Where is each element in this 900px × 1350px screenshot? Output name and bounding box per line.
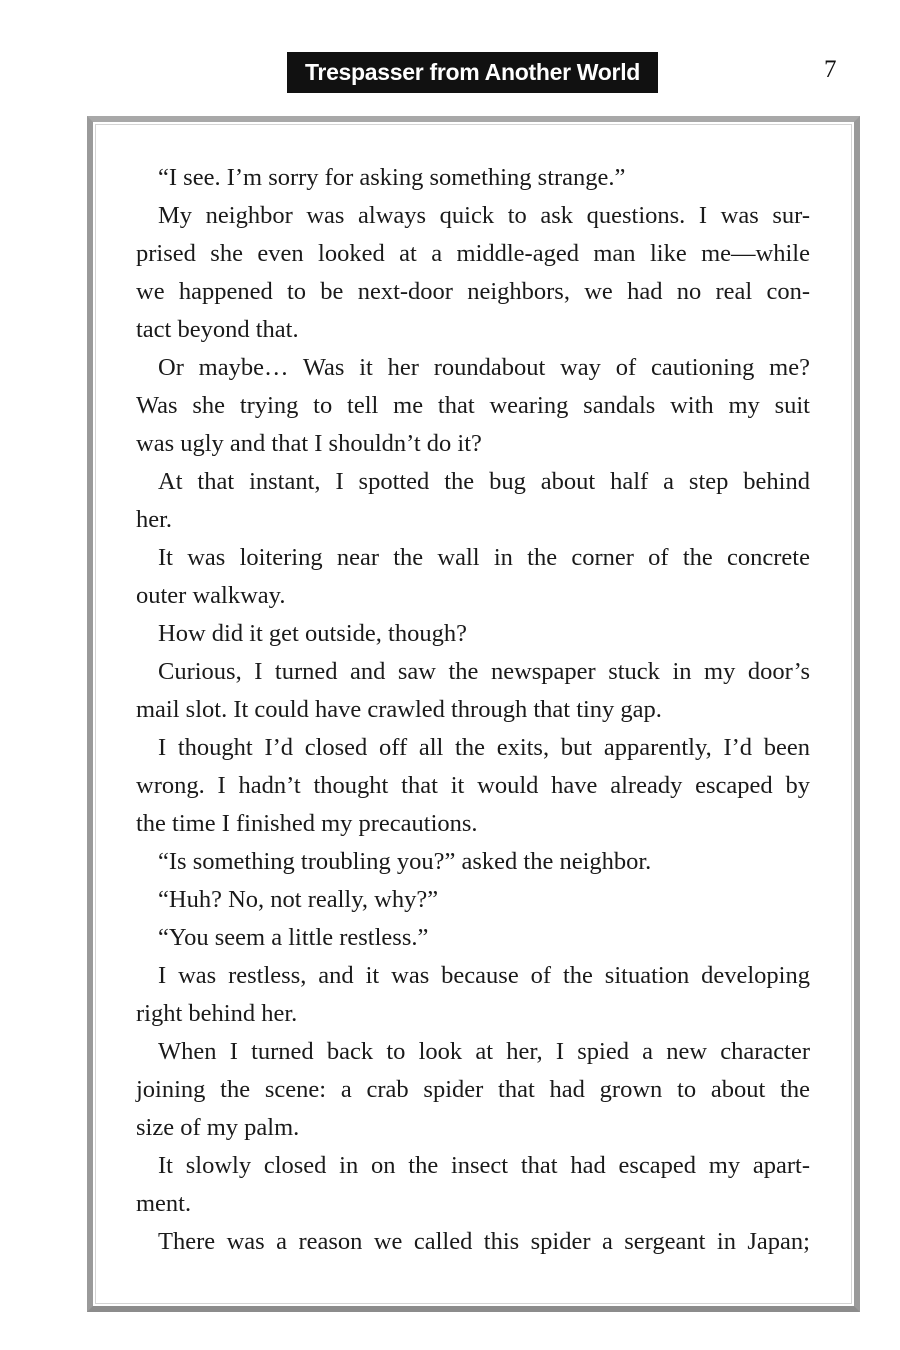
text-line: “Is something troubling you?” asked the neighbor. [158,848,652,875]
text-line: There was a reason we called this spider a sergeant in Japan; [158,1228,810,1255]
paragraph [136,463,810,539]
text-line: size of my palm. [136,1114,300,1141]
text-line: prised she even looked at a middle-aged man like me—while [136,240,810,267]
text-line: “You seem a little restless.” [158,924,429,951]
paragraph [136,919,810,957]
text-line: Was she trying to tell me that wearing sandals with my suit [136,392,810,419]
text-line: her. [136,506,173,533]
text-line: outer walkway. [136,582,286,609]
text-line: How did it get outside, though? [158,620,467,647]
paragraph [136,159,810,197]
text-line: “Huh? No, not really, why?” [158,886,439,913]
text-line: My neighbor was always quick to ask questions. I was sur- [158,202,810,229]
paragraph [136,843,810,881]
paragraph [136,197,810,349]
text-line: When I turned back to look at her, I spied a new character [158,1038,810,1065]
body-text [136,159,810,1261]
paragraph [136,881,810,919]
text-line: At that instant, I spotted the bug about half a step behind [158,468,810,495]
text-line: we happened to be next-door neighbors, we had no real con- [136,278,810,305]
text-line: Curious, I turned and saw the newspaper stuck in my door’s [158,658,810,685]
paragraph [136,1147,810,1223]
paragraph [136,653,810,729]
text-line: wrong. I hadn’t thought that it would have already escaped by [136,772,810,799]
text-line: It was loitering near the wall in the corner of the concrete [158,544,810,571]
text-line: the time I finished my precautions. [136,810,478,837]
paragraph [136,1033,810,1147]
text-line: I was restless, and it was because of the situation developing [158,962,810,989]
paragraph [136,1223,810,1261]
paragraph [136,349,810,463]
text-line: It slowly closed in on the insect that had escaped my apart- [158,1152,810,1179]
paragraph [136,957,810,1033]
paragraph [136,729,810,843]
text-line: I thought I’d closed off all the exits, but apparently, I’d been [158,734,810,761]
text-line: joining the scene: a crab spider that had grown to about the [136,1076,810,1103]
text-line: ment. [136,1190,192,1217]
text-line: was ugly and that I shouldn’t do it? [136,430,482,457]
text-line: Or maybe… Was it her roundabout way of cautioning me? [158,354,810,381]
text-line: tact beyond that. [136,316,299,343]
page-number: 7 [824,56,837,83]
text-line: mail slot. It could have crawled through that tiny gap. [136,696,662,723]
text-line: right behind her. [136,1000,298,1027]
paragraph [136,615,810,653]
paragraph [136,539,810,615]
text-line: “I see. I’m sorry for asking something strange.” [158,164,626,191]
running-header-title: Trespasser from Another World [287,52,658,93]
